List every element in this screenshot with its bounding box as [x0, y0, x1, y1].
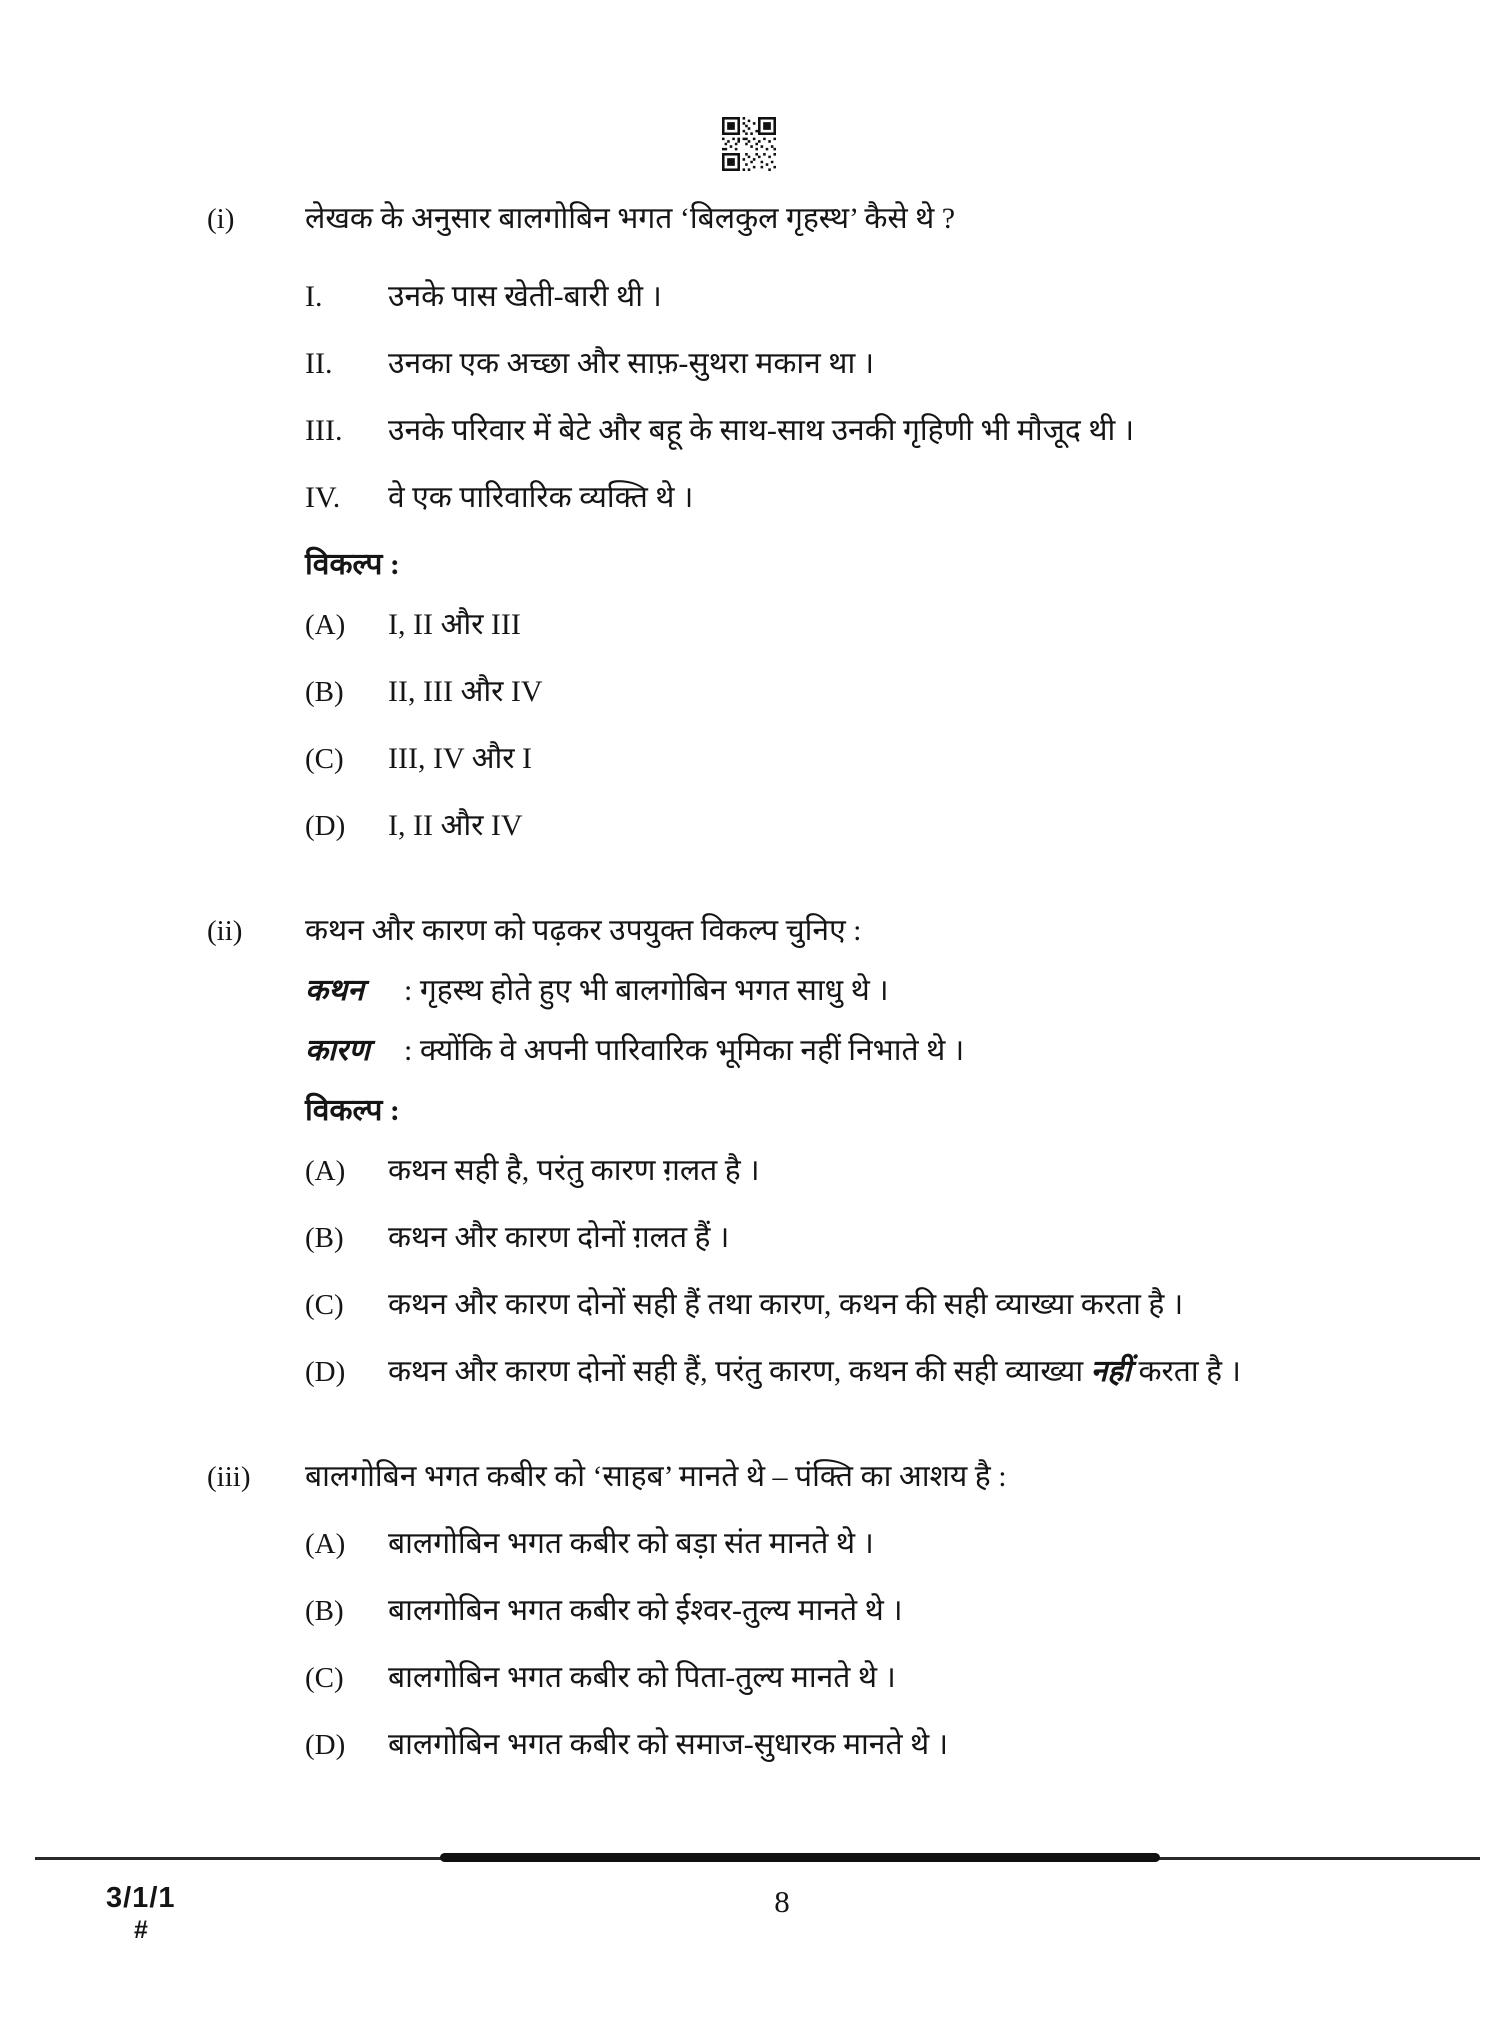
- question-i: [0, 198, 1505, 847]
- option-a-text: I, II और III: [388, 608, 521, 641]
- paper-code: 3/1/1: [106, 1882, 176, 1914]
- option-row: [0, 604, 1505, 646]
- option-a-text: कथन सही है, परंतु कारण ग़लत है ।: [388, 1154, 760, 1187]
- option-d-text-emphasis: नहीं: [1090, 1355, 1131, 1388]
- option-row: [0, 1523, 1505, 1565]
- assertion-label: कथन: [305, 974, 364, 1007]
- statement-ii-label: II.: [305, 347, 333, 380]
- qr-code-icon: [722, 112, 776, 176]
- option-c-label: (C): [305, 743, 344, 775]
- question-iii-number: (iii): [207, 1461, 251, 1493]
- reason-label: कारण: [305, 1034, 370, 1067]
- options-heading: विकल्प :: [305, 548, 400, 581]
- option-row: [0, 738, 1505, 780]
- option-row: [0, 1724, 1505, 1766]
- option-b-text: बालगोबिन भगत कबीर को ईश्वर-तुल्य मानते थे ।: [388, 1594, 903, 1627]
- question-paper-body: [0, 198, 1505, 1791]
- option-c-label: (C): [305, 1289, 344, 1321]
- option-row: [0, 1590, 1505, 1632]
- option-d-label: (D): [305, 1356, 346, 1388]
- assertion-text: : गृहस्थ होते हुए भी बालगोबिन भगत साधु थे ।: [404, 974, 889, 1007]
- statement-row: [0, 343, 1505, 385]
- statement-i-text: उनके पास खेती-बारी थी ।: [388, 280, 662, 313]
- statement-row: [0, 477, 1505, 519]
- question-iii-text: बालगोबिन भगत कबीर को ‘साहब’ मानते थे – पंक्ति का आशय है :: [305, 1460, 1007, 1493]
- statement-row: [0, 410, 1505, 452]
- option-row: [0, 1351, 1505, 1393]
- statement-row: [0, 276, 1505, 318]
- option-c-label: (C): [305, 1662, 344, 1694]
- statement-iv-text: वे एक पारिवारिक व्यक्ति थे ।: [388, 481, 694, 514]
- statement-iv-label: IV.: [305, 481, 341, 514]
- option-d-label: (D): [305, 1729, 346, 1761]
- page-number: 8: [774, 1884, 790, 1919]
- option-d-text-start: कथन और कारण दोनों सही हैं, परंतु कारण, कथन की सही व्याख्या: [388, 1355, 1091, 1388]
- footer-divider-thick: [440, 1853, 1160, 1862]
- reason-row: [0, 1030, 1505, 1072]
- option-c-text: कथन और कारण दोनों सही हैं तथा कारण, कथन की सही व्याख्या करता है ।: [388, 1288, 1184, 1321]
- assertion-row: [0, 970, 1505, 1012]
- option-a-text: बालगोबिन भगत कबीर को बड़ा संत मानते थे ।: [388, 1527, 874, 1560]
- option-a-label: (A): [305, 609, 346, 641]
- question-iii: [0, 1456, 1505, 1766]
- option-row: [0, 1657, 1505, 1699]
- option-row: [0, 1217, 1505, 1259]
- question-i-number: (i): [207, 203, 235, 235]
- option-c-text: III, IV और I: [388, 742, 533, 775]
- statement-iii-text: उनके परिवार में बेटे और बहू के साथ-साथ उनकी गृहिणी भी मौजूद थी ।: [388, 414, 1135, 447]
- option-b-text: कथन और कारण दोनों ग़लत हैं ।: [388, 1221, 730, 1254]
- option-d-text: [388, 1351, 1505, 1393]
- option-c-text: बालगोबिन भगत कबीर को पिता-तुल्य मानते थे ।: [388, 1661, 896, 1694]
- question-ii-intro: [0, 910, 1505, 952]
- question-ii: [0, 910, 1505, 1393]
- options-heading: विकल्प :: [305, 1094, 400, 1127]
- reason-text: : क्योंकि वे अपनी पारिवारिक भूमिका नहीं निभाते थे ।: [404, 1034, 965, 1067]
- option-b-label: (B): [305, 1222, 344, 1254]
- option-b-label: (B): [305, 1595, 344, 1627]
- statement-i-label: I.: [305, 280, 323, 313]
- option-row: [0, 1284, 1505, 1326]
- option-row: [0, 805, 1505, 847]
- hash-mark: #: [134, 1916, 148, 1944]
- question-i-text: लेखक के अनुसार बालगोबिन भगत ‘बिलकुल गृहस्थ’ कैसे थे ?: [305, 202, 956, 235]
- option-row: [0, 671, 1505, 713]
- option-a-label: (A): [305, 1528, 346, 1560]
- option-b-text: II, III और IV: [388, 675, 543, 708]
- question-i-intro: [0, 198, 1505, 240]
- option-d-text: बालगोबिन भगत कबीर को समाज-सुधारक मानते थे ।: [388, 1728, 949, 1761]
- option-d-label: (D): [305, 810, 346, 842]
- question-iii-intro: [0, 1456, 1505, 1498]
- option-d-text-end: करता है ।: [1130, 1355, 1241, 1388]
- statement-ii-text: उनका एक अच्छा और साफ़-सुथरा मकान था ।: [388, 347, 875, 380]
- statement-iii-label: III.: [305, 414, 343, 447]
- question-ii-text: कथन और कारण को पढ़कर उपयुक्त विकल्प चुनिए :: [305, 914, 862, 947]
- option-d-text: I, II और IV: [388, 809, 523, 842]
- option-b-label: (B): [305, 676, 344, 708]
- question-ii-number: (ii): [207, 915, 243, 947]
- option-a-label: (A): [305, 1155, 346, 1187]
- option-row: [0, 1150, 1505, 1192]
